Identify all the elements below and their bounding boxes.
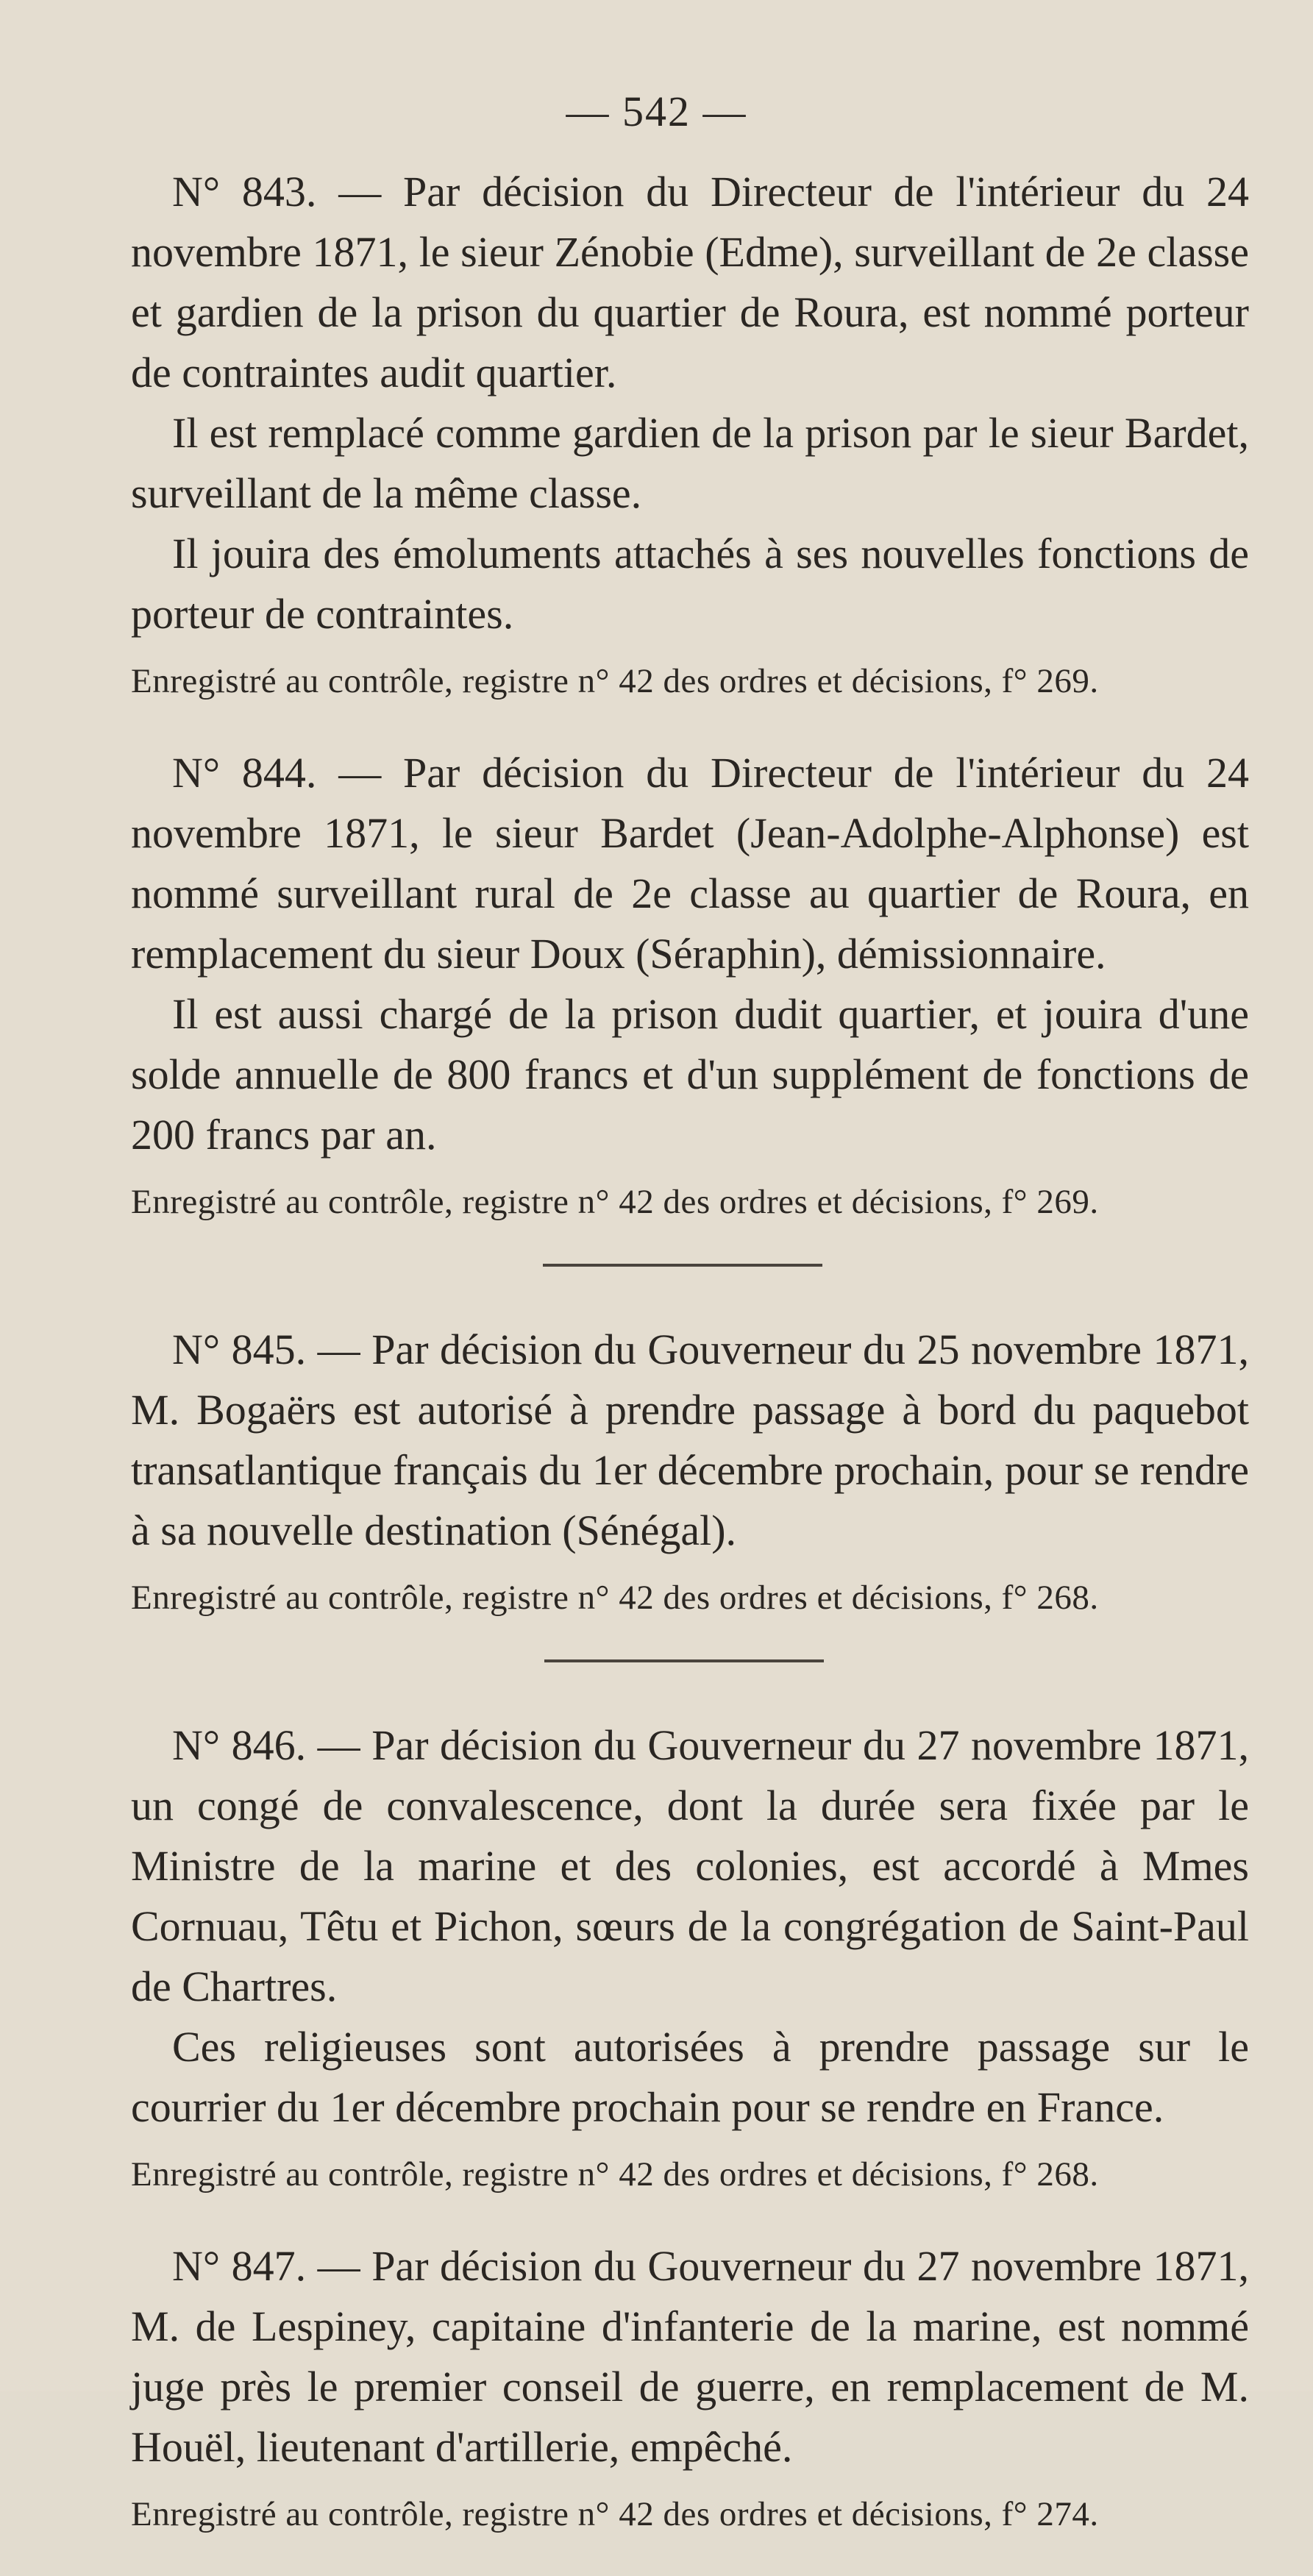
decision-847 xyxy=(131,2236,1249,2538)
decision-paragraph: Il est aussi chargé de la prison dudit quartier, et jouira d'une solde annuelle de 800 francs et d'un supplément de fonctions de 200 francs par an. xyxy=(131,990,1249,1159)
decision-846 xyxy=(131,1715,1249,2198)
decision-paragraph: N° 846. — Par décision du Gouverneur du 27 novembre 1871, un congé de convalescence, dont la durée sera fixée par le Ministre de la marine et des colonies, est accordé à Mmes Cornuau, Têtu et Pichon, sœurs de la congrégation de Saint-Paul de Chartres. xyxy=(131,1721,1249,2010)
decision-paragraph: Ces religieuses sont autorisées à prendre passage sur le courrier du 1er décembre prochain pour se rendre en France. xyxy=(131,2023,1249,2131)
registration-note: Enregistré au contrôle, registre n° 42 des ordres et décisions, f° 268. xyxy=(131,2155,1099,2193)
decision-845 xyxy=(131,1320,1249,1621)
decision-844 xyxy=(131,743,1249,1225)
registration-note: Enregistré au contrôle, registre n° 42 des ordres et décisions, f° 268. xyxy=(131,1579,1099,1617)
registration-note: Enregistré au contrôle, registre n° 42 des ordres et décisions, f° 274. xyxy=(131,2495,1099,2533)
decision-paragraph: N° 844. — Par décision du Directeur de l'intérieur du 24 novembre 1871, le sieur Bardet (Jean-Adolphe-Alphonse) est nommé surveillant rural de 2e classe au quartier de Roura, en remplacement du sieur Doux (Séraphin), démissionnaire. xyxy=(131,749,1249,978)
page-number: — 542 — xyxy=(566,88,747,135)
decision-paragraph: N° 845. — Par décision du Gouverneur du 25 novembre 1871, M. Bogaërs est autorisé à prendre passage à bord du paquebot transatlantique français du 1er décembre prochain, pour se rendre à sa nouvelle destination (Sénégal). xyxy=(131,1326,1249,1554)
decision-paragraph: Il jouira des émoluments attachés à ses nouvelles fonctions de porteur de contraintes. xyxy=(131,530,1249,638)
decision-paragraph: N° 847. — Par décision du Gouverneur du 27 novembre 1871, M. de Lespiney, capitaine d'infanterie de la marine, est nommé juge près le premier conseil de guerre, en remplacement de M. Houël, lieutenant d'artillerie, empêché. xyxy=(131,2242,1249,2471)
decision-paragraph: Il est remplacé comme gardien de la prison par le sieur Bardet, surveillant de la même classe. xyxy=(131,409,1249,517)
decisions-list xyxy=(131,162,1249,2576)
decision-paragraph: N° 843. — Par décision du Directeur de l'intérieur du 24 novembre 1871, le sieur Zénobie (Edme), surveillant de 2e classe et gardien de la prison du quartier de Roura, est nommé porteur de contraintes audit quartier. xyxy=(131,168,1249,396)
separator-rule xyxy=(543,1264,822,1267)
separator-rule xyxy=(544,1659,824,1662)
decision-843 xyxy=(131,162,1249,705)
registration-note: Enregistré au contrôle, registre n° 42 des ordres et décisions, f° 269. xyxy=(131,662,1099,700)
registration-note: Enregistré au contrôle, registre n° 42 des ordres et décisions, f° 269. xyxy=(131,1183,1099,1221)
